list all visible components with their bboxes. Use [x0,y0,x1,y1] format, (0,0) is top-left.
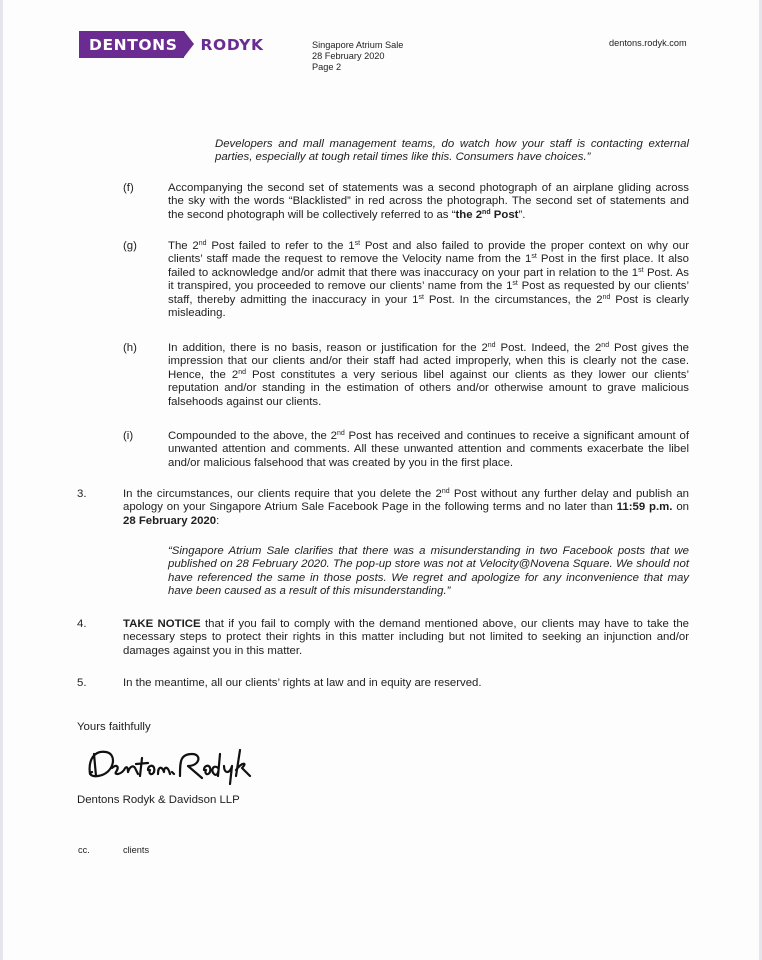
salutation: Yours faithfully [77,721,151,733]
subpara-i: Compounded to the above, the 2nd Post has received and continues to receive a significant amount of unwanted attention and comments. All these unwanted attention and comments exacerbate the libel and/or malicious falsehood that was created by you in the first place. [168,430,689,469]
para-5: In the meantime, all our clients’ rights at law and in equity are reserved. [123,677,482,689]
subpara-f: Accompanying the second set of statements was a second photograph of an airplane gliding across the sky with the words “Blacklisted” in red across the photograph. The second set of statements and the second photograph will be collectively referred to as “the 2nd Post”. [168,182,689,221]
quote-continuation: Developers and mall management teams, do watch how your staff is contacting external parties, especially at tough retail times like this. Consumers have choices.” [215,138,689,164]
logo-dentons: DENTONS [79,31,184,58]
para-label-3: 3. [77,488,87,500]
subpara-label-g: (g) [123,240,137,252]
para-3: In the circumstances, our clients require that you delete the 2nd Post without any further delay and publish an apology on your Singapore Atrium Sale Facebook Page in the following terms and no later than 11:59 p.m. on 28 February 2020: [123,488,690,527]
para-4: TAKE NOTICE that if you fail to comply with the demand mentioned above, our clients may have to take the necessary steps to protect their rights in this matter including but not limited to seeking an injunction and/or damages against you in this matter. [123,618,689,657]
header-meta [312,40,403,74]
header-page-number: Page 2 [312,62,342,73]
subpara-label-i: (i) [123,430,134,442]
subpara-h: In addition, there is no basis, reason or justification for the 2nd Post. Indeed, the 2nd Post gives the impression that our clients and/or their staff had acted improperly, when this is clearly not the case. Hence, the 2nd Post constitutes a very serious libel against our clients as they lower our clients’ reputation and/or standing in the estimation of others and/or otherwise amount to grave malicious falsehoods against our clients. [168,342,689,408]
subpara-label-h: (h) [123,342,137,354]
handwritten-signature [84,744,264,786]
header-matter: Singapore Atrium Sale [312,40,404,50]
para-label-5: 5. [77,677,87,689]
subpara-label-f: (f) [123,182,134,194]
cc-label: cc. [78,845,90,855]
dentons-rodyk-logo [79,31,264,58]
firm-name: Dentons Rodyk & Davidson LLP [77,794,240,806]
header-date: 28 February 2020 [312,51,385,62]
apology-quote: “Singapore Atrium Sale clarifies that there was a misunderstanding in two Facebook posts that we published on 28 February 2020. The pop-up store was not at Velocity@Novena Square. We should not have referenced the same in those posts. We regret and apologize for any inconvenience that may have been caused as a result of this misunderstanding.” [168,545,689,598]
cc-value: clients [123,845,150,855]
logo-rodyk: RODYK [200,35,264,54]
subpara-g: The 2nd Post failed to refer to the 1st Post and also failed to provide the proper context on why our clients’ staff made the request to remove the Velocity name from the 1st Post in the first place. It also failed to acknowledge and/or admit that there was inaccuracy on your part in relation to the 1st Post. As it transpired, you proceeded to remove our clients’ name from the 1st Post as requested by our clients’ staff, thereby admitting the inaccuracy in your 1st Post. In the circumstances, the 2nd Post is clearly misleading. [168,240,690,320]
para-label-4: 4. [77,618,87,630]
header-website: dentons.rodyk.com [609,38,687,48]
page-edge-left [0,0,3,960]
